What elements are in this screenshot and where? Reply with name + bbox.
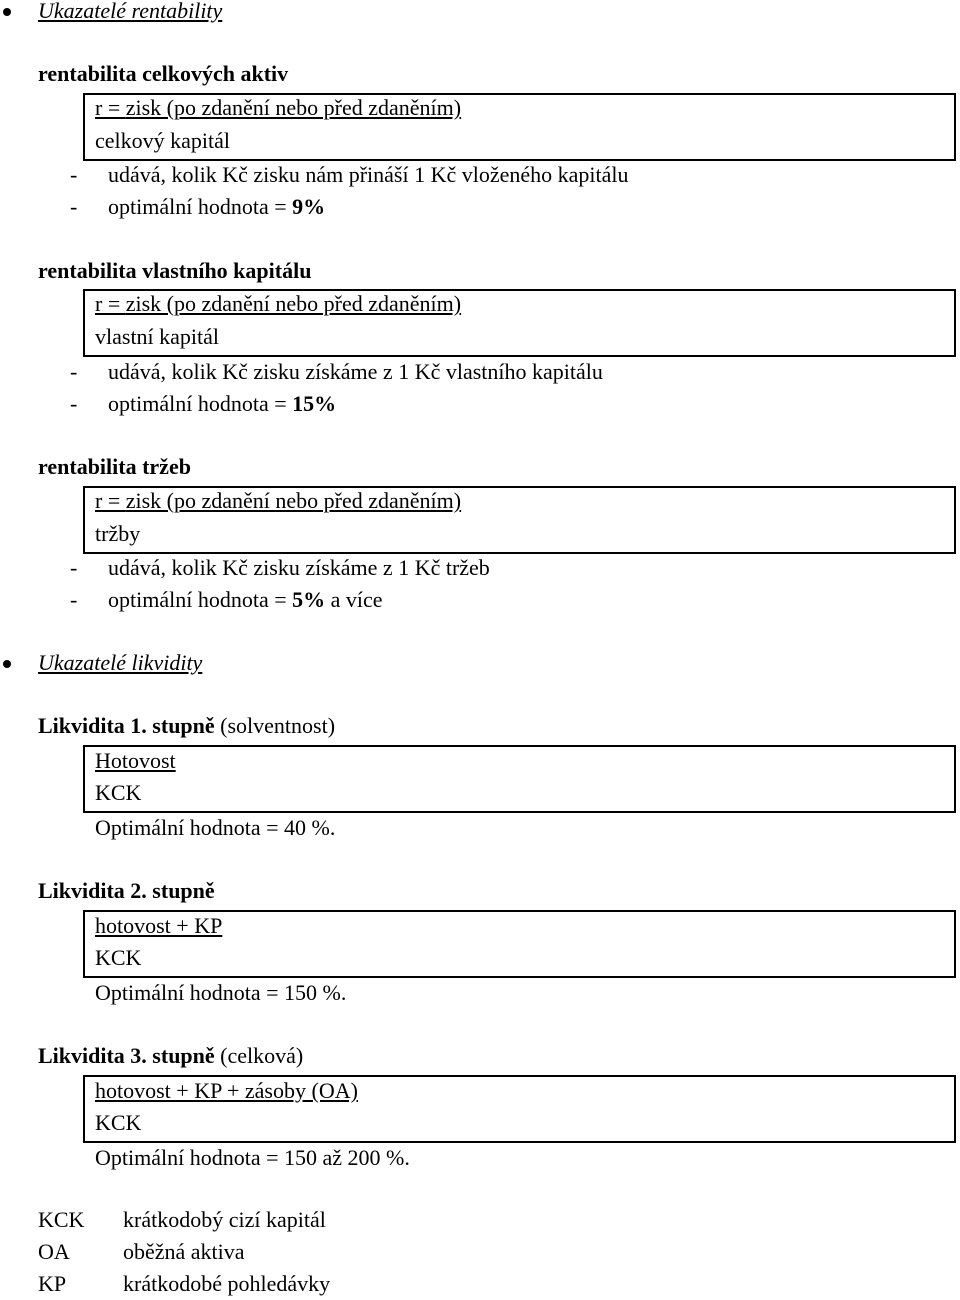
optimal-liquidity-2: Optimální hodnota = 150 %.	[95, 980, 347, 1005]
abbreviation-meaning: oběžná aktiva	[123, 1239, 245, 1264]
abbreviation-key: OA	[38, 1239, 70, 1264]
formula-numerator-liquidity-2: hotovost + KP	[95, 913, 223, 938]
formula-denominator-roe: vlastní kapitál	[95, 324, 220, 349]
bullet-icon	[3, 8, 11, 16]
formula-box-liquidity-1	[83, 745, 956, 813]
heading-roa: rentabilita celkových aktiv	[38, 61, 289, 86]
formula-denominator-liquidity-3: KCK	[95, 1110, 142, 1135]
formula-numerator-ros: r = zisk (po zdanění nebo před zdaněním)	[95, 488, 462, 513]
dash-icon: -	[70, 391, 78, 416]
heading-liquidity-2: Likvidita 2. stupně	[38, 878, 215, 903]
dash-icon: -	[70, 555, 78, 580]
optimal-liquidity-3: Optimální hodnota = 150 až 200 %.	[95, 1145, 410, 1170]
formula-denominator-liquidity-1: KCK	[95, 780, 142, 805]
note-roe: udává, kolik Kč zisku získáme z 1 Kč vlastního kapitálu	[108, 359, 603, 384]
abbreviation-key: KCK	[38, 1207, 85, 1232]
optimal-roe: optimální hodnota = 15%	[108, 391, 337, 416]
heading-roe: rentabilita vlastního kapitálu	[38, 258, 312, 283]
formula-denominator-liquidity-2: KCK	[95, 945, 142, 970]
section-title-rentability: Ukazatelé rentability	[38, 0, 223, 23]
heading-liquidity-1: Likvidita 1. stupně (solventnost)	[38, 713, 336, 738]
formula-numerator-liquidity-3: hotovost + KP + zásoby (OA)	[95, 1078, 358, 1103]
formula-numerator-roa: r = zisk (po zdanění nebo před zdaněním)	[95, 95, 462, 120]
bullet-icon	[3, 660, 11, 668]
abbreviation-meaning: krátkodobý cizí kapitál	[123, 1207, 326, 1232]
heading-ros: rentabilita tržeb	[38, 454, 191, 479]
formula-numerator-roe: r = zisk (po zdanění nebo před zdaněním)	[95, 291, 462, 316]
section-title-liquidity: Ukazatelé likvidity	[38, 650, 203, 675]
dash-icon: -	[70, 587, 78, 612]
abbreviation-meaning: krátkodobé pohledávky	[123, 1271, 331, 1296]
formula-numerator-liquidity-1: Hotovost	[95, 748, 176, 773]
abbreviation-key: KP	[38, 1271, 67, 1296]
heading-liquidity-3: Likvidita 3. stupně (celková)	[38, 1043, 304, 1068]
dash-icon: -	[70, 194, 78, 219]
optimal-ros: optimální hodnota = 5% a více	[108, 587, 383, 612]
dash-icon: -	[70, 162, 78, 187]
formula-denominator-ros: tržby	[95, 521, 141, 546]
formula-denominator-roa: celkový kapitál	[95, 128, 231, 153]
optimal-liquidity-1: Optimální hodnota = 40 %.	[95, 815, 336, 840]
optimal-roa: optimální hodnota = 9%	[108, 194, 326, 219]
note-roa: udává, kolik Kč zisku nám přináší 1 Kč vloženého kapitálu	[108, 162, 629, 187]
note-ros: udává, kolik Kč zisku získáme z 1 Kč tržeb	[108, 555, 490, 580]
dash-icon: -	[70, 359, 78, 384]
